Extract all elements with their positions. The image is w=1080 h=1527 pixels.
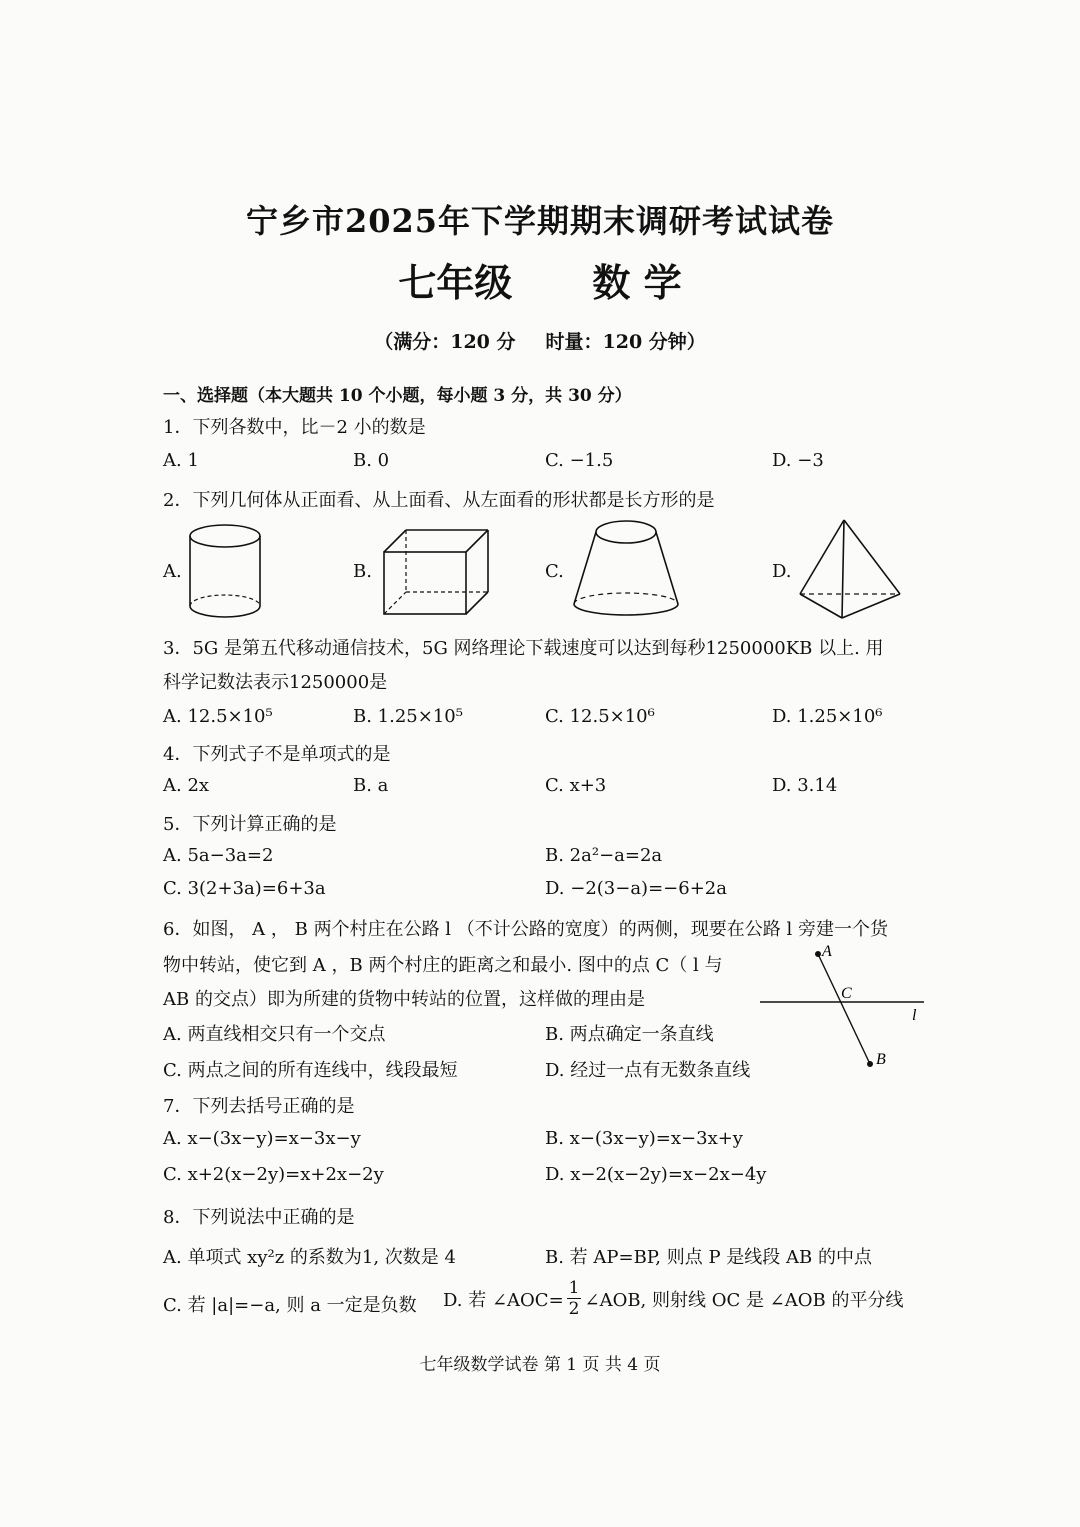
q8-option-a: A. 单项式 xy²z 的系数为1, 次数是 4 xyxy=(163,1247,456,1268)
exam-subtitle xyxy=(0,252,1080,307)
q5-option-a: A. 5a−3a=2 xyxy=(163,845,274,866)
q8-option-d-suffix: ∠AOB, 则射线 OC 是 ∠AOB 的平分线 xyxy=(584,1289,904,1311)
q4-option-b: B. a xyxy=(353,775,389,796)
q6-option-c: C. 两点之间的所有连线中，线段最短 xyxy=(163,1060,458,1081)
exam-meta xyxy=(0,327,1080,354)
q7-option-c: C. x+2(x−2y)=x+2x−2y xyxy=(163,1164,384,1185)
q2-stem: 2．下列几何体从正面看、从上面看、从左面看的形状都是长方形的是 xyxy=(163,490,715,511)
q4-option-d: D. 3.14 xyxy=(772,775,838,796)
label-a: A xyxy=(822,943,832,960)
q2-option-d: D. xyxy=(772,561,792,582)
q3-stem-line1: 3．5G 是第五代移动通信技术，5G 网络理论下载速度可以达到每秒1250000KB 以上. 用 xyxy=(163,638,884,659)
q3-stem-line2: 科学记数法表示1250000是 xyxy=(163,672,388,693)
q7-option-b: B. x−(3x−y)=x−3x+y xyxy=(545,1128,743,1149)
q8-stem: 8．下列说法中正确的是 xyxy=(163,1207,355,1228)
point-b xyxy=(867,1061,873,1067)
section-heading: 一、选择题（本大题共 10 个小题，每小题 3 分，共 30 分） xyxy=(163,386,632,406)
segment-ab xyxy=(818,954,870,1064)
q6-stem-line2: 物中转站，使它到 A ，B 两个村庄的距离之和最小. 图中的点 C（ l 与 xyxy=(163,955,723,976)
q5-stem: 5．下列计算正确的是 xyxy=(163,814,337,835)
cylinder-icon xyxy=(188,522,268,622)
q1-option-d: D. −3 xyxy=(772,450,824,471)
q3-option-c: C. 12.5×10⁶ xyxy=(545,706,655,727)
q7-stem: 7．下列去括号正确的是 xyxy=(163,1096,355,1117)
exam-title: 宁乡市2025年下学期期末调研考试试卷 xyxy=(245,202,835,240)
time-info: 时量：120 分钟） xyxy=(545,331,706,353)
q5-option-d: D. −2(3−a)=−6+2a xyxy=(545,878,727,899)
q3-option-d: D. 1.25×10⁶ xyxy=(772,706,883,727)
grade-label: 七年级 xyxy=(398,260,513,305)
q4-stem: 4．下列式子不是单项式的是 xyxy=(163,744,391,765)
cuboid-icon xyxy=(382,528,492,618)
fraction-denominator: 2 xyxy=(568,1299,580,1319)
frustum-icon xyxy=(570,518,685,623)
q5-option-c: C. 3(2+3a)=6+3a xyxy=(163,878,326,899)
q6-option-b: B. 两点确定一条直线 xyxy=(545,1024,714,1045)
q7-option-a: A. x−(3x−y)=x−3x−y xyxy=(163,1128,361,1149)
subject-label: 数 学 xyxy=(592,260,682,305)
q8-option-c: C. 若 |a|=−a, 则 a 一定是负数 xyxy=(163,1295,417,1316)
point-a xyxy=(815,951,821,957)
q1-option-b: B. 0 xyxy=(353,450,390,471)
q3-option-b: B. 1.25×10⁵ xyxy=(353,706,463,727)
q6-stem-line3: AB 的交点）即为所建的货物中转站的位置，这样做的理由是 xyxy=(163,989,645,1010)
q2-option-a: A. xyxy=(163,561,182,582)
q4-option-c: C. x+3 xyxy=(545,775,607,796)
q8-option-b: B. 若 AP=BP, 则点 P 是线段 AB 的中点 xyxy=(545,1247,872,1268)
fraction-numerator: 1 xyxy=(568,1278,580,1298)
q6-figure xyxy=(758,940,928,1075)
page-footer: 七年级数学试卷 第 1 页 共 4 页 xyxy=(419,1355,661,1375)
q2-option-b: B. xyxy=(353,561,372,582)
q8-option-d xyxy=(443,1278,903,1319)
label-b: B xyxy=(876,1051,886,1068)
q1-option-c: C. −1.5 xyxy=(545,450,614,471)
label-l: l xyxy=(912,1007,917,1024)
q1-option-a: A. 1 xyxy=(163,450,199,471)
fraction-half xyxy=(567,1278,582,1319)
q7-option-d: D. x−2(x−2y)=x−2x−4y xyxy=(545,1164,767,1185)
pyramid-icon xyxy=(796,518,906,623)
q8-option-d-prefix: D. 若 ∠AOC= xyxy=(443,1289,564,1311)
q3-option-a: A. 12.5×10⁵ xyxy=(163,706,273,727)
q2-option-c: C. xyxy=(545,561,564,582)
score-info: （满分：120 分 xyxy=(374,331,516,353)
q1-stem: 1．下列各数中，比－2 小的数是 xyxy=(163,417,426,438)
q4-option-a: A. 2x xyxy=(163,775,210,796)
label-c: C xyxy=(841,985,852,1002)
q6-stem-line1: 6．如图， A ， B 两个村庄在公路 l （不计公路的宽度）的两侧，现要在公路 l 旁建一个货 xyxy=(163,919,888,940)
q6-option-d: D. 经过一点有无数条直线 xyxy=(545,1060,751,1081)
q6-option-a: A. 两直线相交只有一个交点 xyxy=(163,1024,386,1045)
q5-option-b: B. 2a²−a=2a xyxy=(545,845,663,866)
